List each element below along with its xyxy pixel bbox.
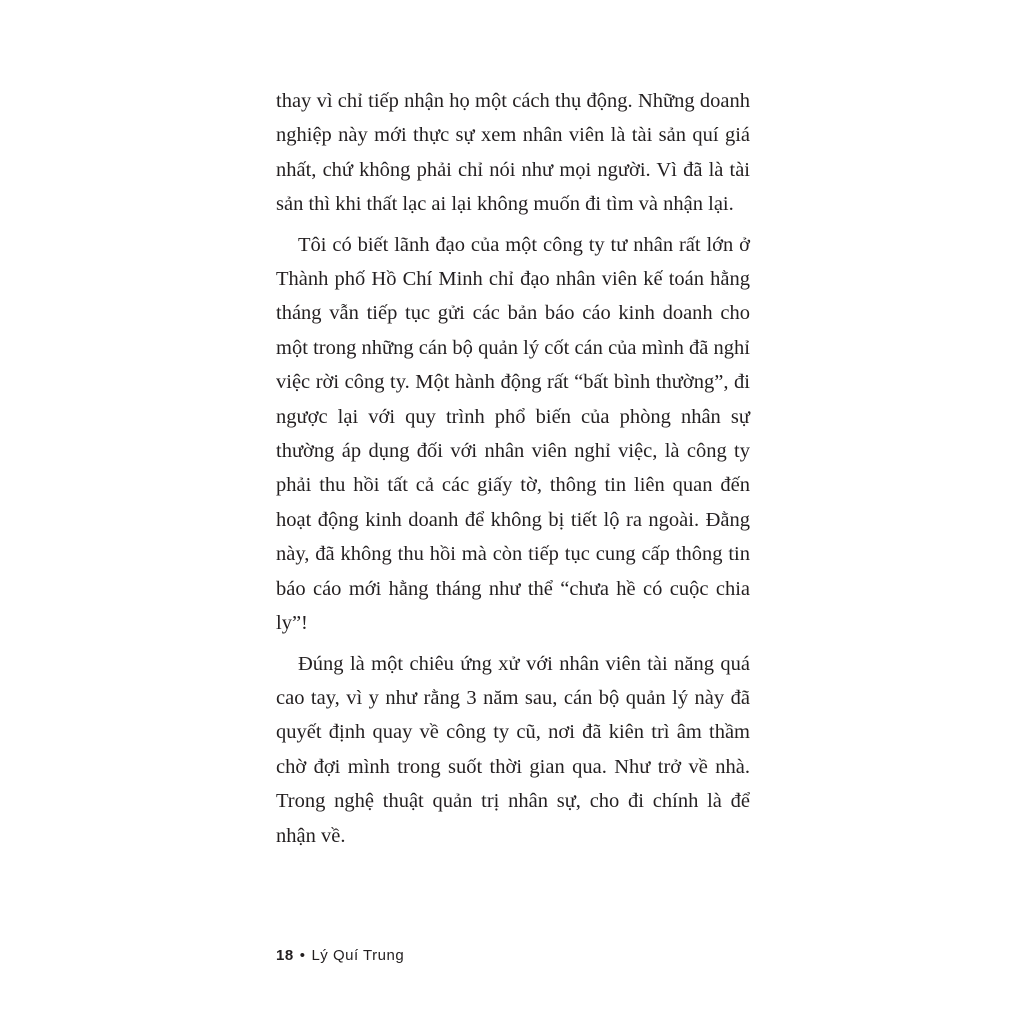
paragraph-3: Đúng là một chiêu ứng xử với nhân viên tài năng quá cao tay, vì y như rằng 3 năm sau, cán bộ quản lý này đã quyết định quay về công ty cũ, nơi đã kiên trì âm thầm chờ đợi mình trong suốt thời gian qua. Như trở về nhà. Trong nghệ thuật quản trị nhân sự, cho đi chính là để nhận về. [276, 652, 750, 847]
author-name: Lý Quí Trung [311, 947, 405, 964]
body-text [276, 84, 750, 859]
page-footer [276, 947, 404, 964]
paragraph-1: thay vì chỉ tiếp nhận họ một cách thụ động. Những doanh nghiệp này mới thực sự xem nhân viên là tài sản quí giá nhất, chứ không phải chỉ nói như mọi người. Vì đã là tài sản thì khi thất lạc ai lại không muốn đi tìm và nhận lại. [276, 90, 750, 216]
footer-separator: • [299, 947, 306, 964]
page-number: 18 [276, 947, 294, 964]
paragraph-2: Tôi có biết lãnh đạo của một công ty tư nhân rất lớn ở Thành phố Hồ Chí Minh chỉ đạo nhân viên kế toán hằng tháng vẫn tiếp tục gửi các bản báo cáo kinh doanh cho một trong những cán bộ quản lý cốt cán của mình đã nghỉ việc rời công ty. Một hành động rất “bất bình thường”, đi ngược lại với quy trình phổ biến của phòng nhân sự thường áp dụng đối với nhân viên nghỉ việc, là công ty phải thu hồi tất cả các giấy tờ, thông tin liên quan đến hoạt động kinh doanh để không bị tiết lộ ra ngoài. Đằng này, đã không thu hồi mà còn tiếp tục cung cấp thông tin báo cáo mới hằng tháng như thể “chưa hề có cuộc chia ly”! [276, 233, 750, 635]
